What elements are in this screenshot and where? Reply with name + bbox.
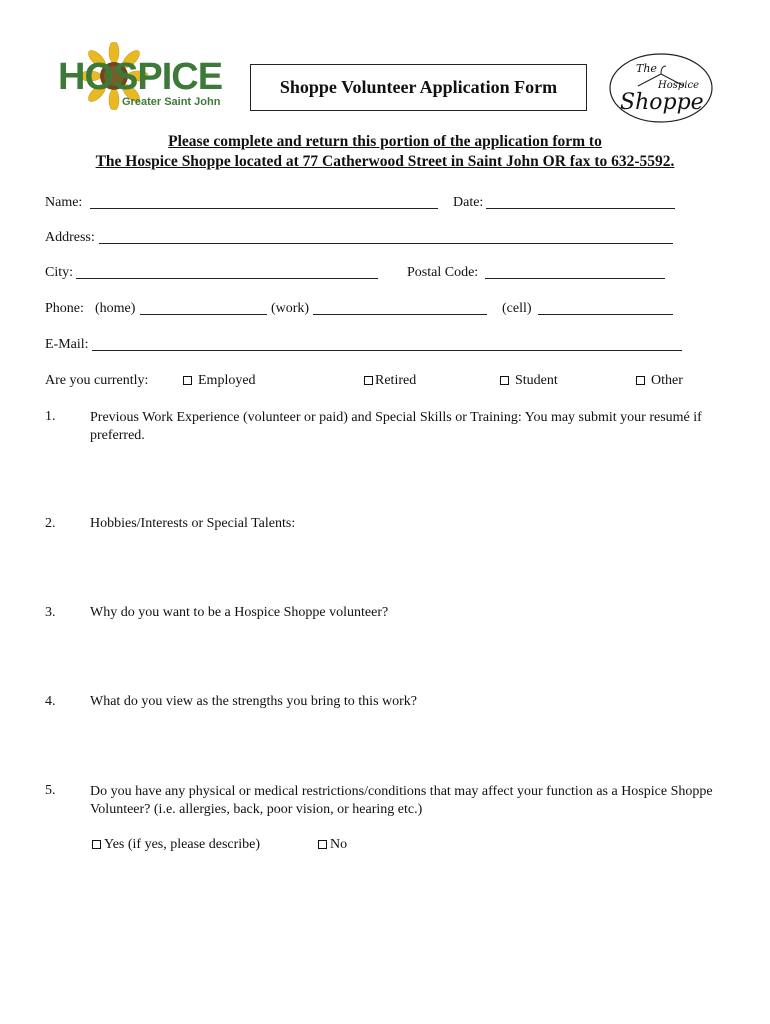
cell-phone-field[interactable] — [538, 314, 673, 315]
postal-field[interactable] — [485, 278, 665, 279]
checkbox-icon[interactable] — [636, 376, 645, 385]
email-label: E-Mail: — [45, 337, 89, 352]
checkbox-icon[interactable] — [364, 376, 373, 385]
instruction-line-1: Please complete and return this portion of the application form to — [168, 133, 602, 150]
instruction-line-2: The Hospice Shoppe located at 77 Catherwood Street in Saint John OR fax to 632-5592. — [95, 153, 675, 170]
home-phone-field[interactable] — [140, 314, 267, 315]
phone-label: Phone: — [45, 301, 84, 316]
status-option-employed[interactable] — [183, 373, 256, 389]
badge-the: The — [636, 62, 657, 75]
question-4: What do you view as the strengths you bring to this work? — [90, 694, 418, 709]
status-option-label: Employed — [198, 373, 256, 388]
logo-subtitle: Greater Saint John — [122, 96, 221, 108]
hospice-logo — [58, 40, 228, 112]
address-label: Address: — [45, 230, 95, 245]
city-field[interactable] — [76, 278, 378, 279]
shoppe-logo — [608, 52, 714, 124]
restriction-option-label: No — [330, 837, 348, 852]
name-field[interactable] — [90, 208, 438, 209]
home-label: (home) — [95, 301, 136, 316]
question-3: Why do you want to be a Hospice Shoppe volunteer? — [90, 605, 389, 620]
question-number: 2. — [45, 516, 56, 531]
question-number: 5. — [45, 783, 56, 798]
status-option-label: Other — [651, 373, 683, 388]
work-label: (work) — [271, 301, 310, 316]
badge-hospice: Hospice — [658, 80, 699, 91]
email-field[interactable] — [92, 350, 682, 351]
restriction-option-yes[interactable] — [92, 837, 260, 853]
question-number: 1. — [45, 409, 56, 424]
form-title: Shoppe Volunteer Application Form — [250, 64, 587, 111]
question-2: Hobbies/Interests or Special Talents: — [90, 516, 296, 531]
name-label: Name: — [45, 195, 83, 210]
address-field[interactable] — [99, 243, 673, 244]
status-option-label: Student — [515, 373, 558, 388]
restriction-option-no[interactable] — [318, 837, 347, 853]
date-field[interactable] — [486, 208, 675, 209]
checkbox-icon[interactable] — [92, 840, 101, 849]
question-5: Do you have any physical or medical restrictions/conditions that may affect your function as a Hospice Shoppe Volunteer? (i.e. allergies, back, poor vision, or hearing etc.) — [90, 784, 713, 817]
question-1: Previous Work Experience (volunteer or paid) and Special Skills or Training: You may submit your resumé if preferred. — [90, 410, 702, 443]
work-phone-field[interactable] — [313, 314, 487, 315]
status-label: Are you currently: — [45, 373, 149, 388]
checkbox-icon[interactable] — [318, 840, 327, 849]
logo-wordmark: HOSPICE — [58, 56, 223, 98]
checkbox-icon[interactable] — [500, 376, 509, 385]
postal-label: Postal Code: — [407, 265, 479, 280]
status-option-label: Retired — [375, 373, 417, 388]
status-option-other[interactable] — [636, 373, 683, 389]
question-number: 3. — [45, 605, 56, 620]
checkbox-icon[interactable] — [183, 376, 192, 385]
date-label: Date: — [453, 195, 484, 210]
city-label: City: — [45, 265, 74, 280]
status-option-retired[interactable] — [364, 373, 416, 389]
cell-label: (cell) — [502, 301, 532, 316]
badge-shoppe: Shoppe — [620, 90, 704, 115]
restriction-option-label: Yes (if yes, please describe) — [104, 837, 261, 852]
question-number: 4. — [45, 694, 56, 709]
status-option-student[interactable] — [500, 373, 558, 389]
